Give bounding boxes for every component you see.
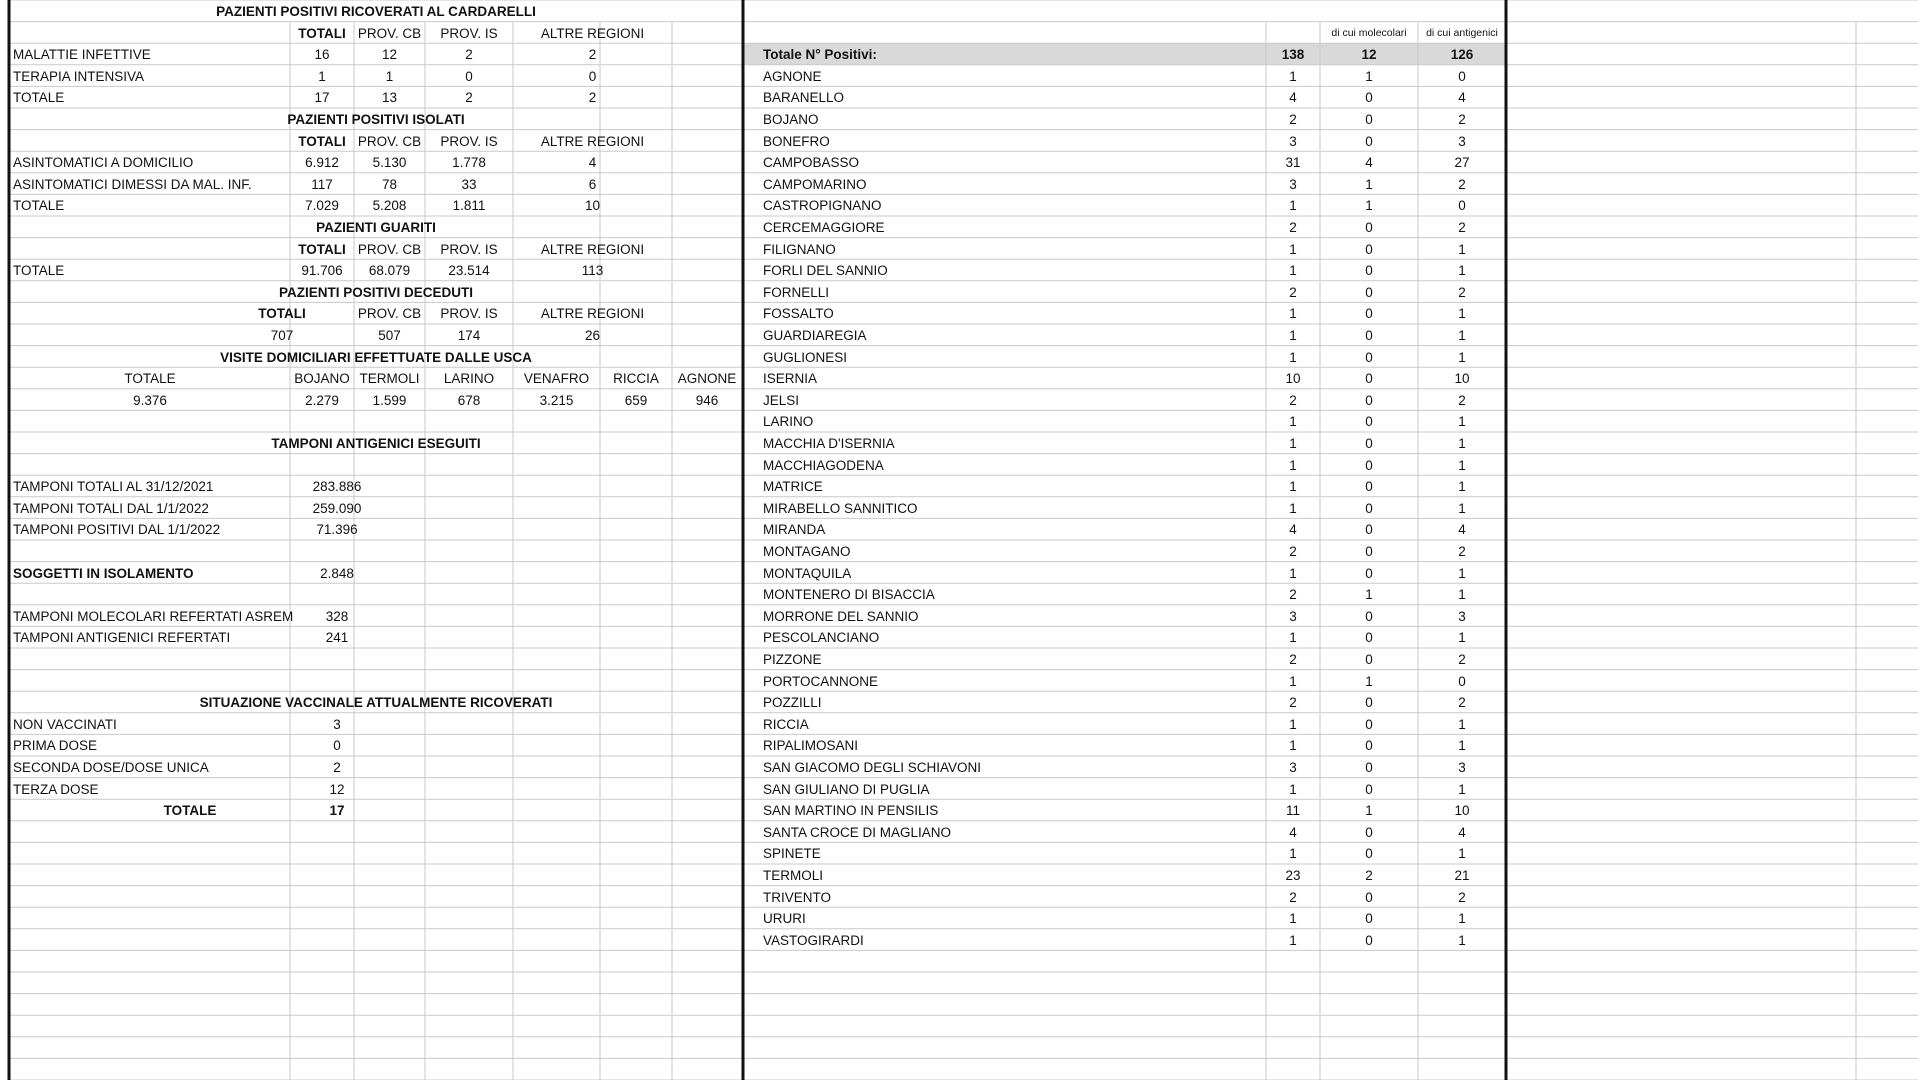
comune-name: TRIVENTO bbox=[763, 889, 832, 905]
comune-antigenici: 2 bbox=[1458, 112, 1466, 127]
comune-molecolari: 0 bbox=[1365, 500, 1373, 516]
comune-molecolari: 0 bbox=[1365, 90, 1373, 106]
comune-antigenici: 0 bbox=[1458, 673, 1466, 689]
usca-header: LARINO bbox=[443, 371, 495, 387]
comune-molecolari: 0 bbox=[1365, 112, 1373, 127]
value-prov-cb: 78 bbox=[381, 176, 398, 192]
comune-antigenici: 1 bbox=[1458, 846, 1466, 862]
value-prov-is: 0 bbox=[465, 68, 473, 84]
vaccinale-total-label: TOTALE bbox=[163, 803, 217, 819]
comune-molecolari: 0 bbox=[1365, 824, 1373, 840]
comune-positivi: 3 bbox=[1289, 176, 1297, 192]
value-prov-is: 33 bbox=[461, 176, 477, 192]
value-prov-is: 174 bbox=[457, 328, 481, 343]
comune-molecolari: 1 bbox=[1365, 198, 1373, 214]
section-title-ricoverati: PAZIENTI POSITIVI RICOVERATI AL CARDARELLI bbox=[216, 4, 536, 19]
comune-name: VASTOGIRARDI bbox=[763, 932, 864, 948]
value-prov-is: 2 bbox=[465, 90, 473, 106]
comune-antigenici: 2 bbox=[1458, 176, 1466, 192]
usca-value: 678 bbox=[457, 392, 481, 408]
comune-name: MACCHIA D'ISERNIA bbox=[763, 436, 895, 451]
comune-positivi: 3 bbox=[1289, 608, 1297, 624]
comune-antigenici: 1 bbox=[1458, 630, 1466, 646]
section-title-deceduti: PAZIENTI POSITIVI DECEDUTI bbox=[278, 284, 474, 300]
comune-name: GUARDIAREGIA bbox=[763, 328, 867, 343]
row-value: 328 bbox=[325, 608, 349, 624]
row-label: ASINTOMATICI DIMESSI DA MAL. INF. bbox=[13, 176, 252, 192]
comune-molecolari: 0 bbox=[1365, 436, 1373, 451]
comune-molecolari: 0 bbox=[1365, 760, 1373, 775]
comune-name: BONEFRO bbox=[763, 133, 830, 149]
section-title-guariti: PAZIENTI GUARITI bbox=[316, 220, 436, 235]
row-label: SECONDA DOSE/DOSE UNICA bbox=[13, 760, 209, 775]
comune-positivi: 3 bbox=[1289, 760, 1297, 775]
comune-positivi: 1 bbox=[1289, 479, 1297, 495]
comune-name: MATRICE bbox=[763, 479, 823, 495]
comune-positivi: 1 bbox=[1289, 500, 1297, 516]
comune-molecolari: 1 bbox=[1365, 803, 1373, 819]
row-value: 12 bbox=[329, 781, 345, 797]
row-value: 241 bbox=[325, 630, 349, 646]
comune-antigenici: 0 bbox=[1458, 68, 1466, 84]
comune-name: SANTA CROCE DI MAGLIANO bbox=[763, 824, 952, 840]
comune-name: MONTAGANO bbox=[763, 544, 851, 559]
comune-molecolari: 0 bbox=[1365, 241, 1373, 257]
total-antigenici: 126 bbox=[1450, 47, 1474, 63]
comune-positivi: 1 bbox=[1289, 716, 1297, 732]
value-prov-is: 23.514 bbox=[448, 263, 490, 279]
comune-name: PIZZONE bbox=[763, 652, 822, 667]
comune-molecolari: 0 bbox=[1365, 220, 1373, 235]
row-label: NON VACCINATI bbox=[13, 716, 117, 732]
comune-molecolari: 0 bbox=[1365, 716, 1373, 732]
comune-name: FILIGNANO bbox=[763, 241, 836, 257]
comune-positivi: 10 bbox=[1285, 371, 1301, 387]
comune-positivi: 2 bbox=[1289, 392, 1297, 408]
comune-name: MIRANDA bbox=[763, 522, 826, 538]
isolamento-value: 2.848 bbox=[320, 565, 354, 581]
header-molecolari: di cui molecolari bbox=[1331, 26, 1407, 39]
comune-molecolari: 0 bbox=[1365, 133, 1373, 149]
usca-value: 1.599 bbox=[372, 392, 407, 408]
value-altre-regioni: 6 bbox=[588, 176, 597, 192]
value-totali: 117 bbox=[311, 176, 333, 192]
total-positivi: 138 bbox=[1281, 47, 1305, 63]
value-altre-regioni: 113 bbox=[581, 263, 604, 279]
comune-positivi: 3 bbox=[1289, 133, 1297, 149]
comune-name: SAN GIACOMO DEGLI SCHIAVONI bbox=[763, 760, 982, 775]
comune-antigenici: 1 bbox=[1458, 738, 1466, 754]
col-header-prov-cb: PROV. CB bbox=[357, 133, 422, 149]
comune-positivi: 1 bbox=[1289, 565, 1297, 581]
total-positivi-label: Totale N° Positivi: bbox=[763, 47, 877, 63]
value-totali: 17 bbox=[314, 90, 330, 106]
comune-antigenici: 1 bbox=[1458, 414, 1466, 430]
row-label: TAMPONI MOLECOLARI REFERTATI ASREM bbox=[13, 608, 294, 624]
comune-antigenici: 4 bbox=[1458, 522, 1466, 538]
comune-positivi: 1 bbox=[1289, 349, 1297, 365]
comune-antigenici: 1 bbox=[1458, 479, 1466, 495]
comune-positivi: 4 bbox=[1289, 90, 1297, 106]
comune-molecolari: 0 bbox=[1365, 781, 1373, 797]
comune-name: SAN MARTINO IN PENSILIS bbox=[763, 803, 939, 819]
value-prov-cb: 68.079 bbox=[368, 263, 411, 279]
comune-molecolari: 1 bbox=[1365, 68, 1373, 84]
comune-positivi: 1 bbox=[1289, 846, 1297, 862]
comune-antigenici: 3 bbox=[1458, 760, 1466, 775]
comune-molecolari: 0 bbox=[1365, 544, 1373, 559]
comune-positivi: 1 bbox=[1289, 328, 1297, 343]
comune-molecolari: 4 bbox=[1365, 155, 1373, 171]
comune-molecolari: 0 bbox=[1365, 695, 1373, 711]
comune-name: MIRABELLO SANNITICO bbox=[763, 500, 918, 516]
row-label: TOTALE bbox=[13, 198, 65, 214]
value-prov-cb: 507 bbox=[378, 328, 401, 343]
row-value: 3 bbox=[333, 716, 341, 732]
comune-name: JELSI bbox=[763, 392, 800, 408]
comune-antigenici: 1 bbox=[1458, 241, 1466, 257]
col-header-prov-is: PROV. IS bbox=[440, 25, 498, 41]
usca-value: 659 bbox=[624, 392, 648, 408]
comune-name: BARANELLO bbox=[763, 90, 845, 106]
comune-molecolari: 0 bbox=[1365, 889, 1373, 905]
comune-positivi: 31 bbox=[1285, 155, 1301, 171]
comune-positivi: 2 bbox=[1289, 889, 1297, 905]
comune-name: GUGLIONESI bbox=[763, 349, 848, 365]
comune-positivi: 2 bbox=[1289, 220, 1297, 235]
comune-antigenici: 2 bbox=[1458, 695, 1466, 711]
comune-name: MORRONE DEL SANNIO bbox=[763, 608, 919, 624]
row-label: TAMPONI POSITIVI DAL 1/1/2022 bbox=[13, 522, 221, 538]
comune-molecolari: 0 bbox=[1365, 522, 1373, 538]
value-altre-regioni: 4 bbox=[588, 155, 597, 171]
col-header-totali: TOTALI bbox=[298, 25, 346, 41]
col-header-totali: TOTALI bbox=[298, 133, 346, 149]
comune-positivi: 1 bbox=[1289, 738, 1297, 754]
comune-molecolari: 0 bbox=[1365, 738, 1373, 754]
comune-name: URURI bbox=[763, 911, 806, 927]
comune-molecolari: 0 bbox=[1365, 457, 1373, 473]
comune-antigenici: 1 bbox=[1458, 500, 1466, 516]
comune-antigenici: 1 bbox=[1458, 306, 1466, 322]
comune-molecolari: 0 bbox=[1365, 911, 1373, 927]
comune-molecolari: 0 bbox=[1365, 608, 1373, 624]
col-header-totali: TOTALI bbox=[258, 306, 306, 322]
comune-molecolari: 0 bbox=[1365, 328, 1373, 343]
col-header-prov-is: PROV. IS bbox=[440, 133, 498, 149]
comune-antigenici: 2 bbox=[1458, 889, 1466, 905]
comune-positivi: 2 bbox=[1289, 652, 1297, 667]
comune-positivi: 2 bbox=[1289, 695, 1297, 711]
comune-antigenici: 2 bbox=[1458, 392, 1466, 408]
comune-positivi: 1 bbox=[1289, 673, 1297, 689]
comune-positivi: 1 bbox=[1289, 306, 1297, 322]
comune-name: TERMOLI bbox=[763, 868, 824, 883]
col-header-prov-cb: PROV. CB bbox=[357, 25, 422, 41]
comune-name: AGNONE bbox=[763, 68, 822, 84]
value-prov-cb: 1 bbox=[385, 68, 394, 84]
section-title-vaccinale: SITUAZIONE VACCINALE ATTUALMENTE RICOVERATI bbox=[199, 695, 553, 711]
comune-molecolari: 0 bbox=[1365, 284, 1373, 300]
comune-name: RICCIA bbox=[763, 716, 809, 732]
comune-antigenici: 1 bbox=[1458, 716, 1466, 732]
comune-antigenici: 21 bbox=[1454, 868, 1470, 883]
comune-positivi: 4 bbox=[1289, 824, 1297, 840]
value-prov-cb: 5.208 bbox=[372, 198, 407, 214]
usca-value: 3.215 bbox=[539, 392, 574, 408]
usca-header: AGNONE bbox=[677, 371, 737, 387]
usca-value: 9.376 bbox=[133, 392, 167, 408]
value-prov-cb: 13 bbox=[381, 90, 398, 106]
comune-name: CERCEMAGGIORE bbox=[763, 220, 885, 235]
usca-header: TERMOLI bbox=[359, 371, 420, 387]
comune-positivi: 4 bbox=[1289, 522, 1297, 538]
comune-molecolari: 0 bbox=[1365, 263, 1373, 279]
comune-molecolari: 0 bbox=[1365, 630, 1373, 646]
value-altre-regioni: 2 bbox=[588, 47, 597, 63]
value-altre-regioni: 2 bbox=[588, 90, 597, 106]
comune-name: ISERNIA bbox=[763, 371, 818, 387]
comune-antigenici: 2 bbox=[1458, 220, 1466, 235]
comune-positivi: 1 bbox=[1289, 911, 1297, 927]
isolamento-label: SOGGETTI IN ISOLAMENTO bbox=[13, 565, 194, 581]
comune-positivi: 1 bbox=[1289, 932, 1297, 948]
value-prov-is: 1.811 bbox=[452, 198, 486, 214]
col-header-prov-is: PROV. IS bbox=[440, 306, 498, 322]
comune-antigenici: 1 bbox=[1458, 457, 1466, 473]
comune-positivi: 1 bbox=[1289, 263, 1297, 279]
usca-header: BOJANO bbox=[294, 371, 350, 387]
comune-name: LARINO bbox=[763, 414, 814, 430]
value-altre-regioni: 10 bbox=[584, 198, 601, 214]
row-label: TAMPONI ANTIGENICI REFERTATI bbox=[13, 630, 231, 646]
comune-antigenici: 10 bbox=[1454, 371, 1470, 387]
row-label: MALATTIE INFETTIVE bbox=[13, 47, 151, 63]
value-altre-regioni: 0 bbox=[588, 68, 597, 84]
value-prov-is: 2 bbox=[465, 47, 473, 63]
col-header-totali: TOTALI bbox=[298, 241, 346, 257]
comune-antigenici: 27 bbox=[1454, 155, 1470, 171]
comune-name: CAMPOMARINO bbox=[763, 176, 867, 192]
col-header-prov-cb: PROV. CB bbox=[357, 241, 422, 257]
comune-antigenici: 3 bbox=[1458, 133, 1466, 149]
value-totali: 7.029 bbox=[305, 198, 339, 214]
comune-positivi: 2 bbox=[1289, 587, 1297, 603]
comune-molecolari: 2 bbox=[1365, 868, 1373, 883]
comune-molecolari: 0 bbox=[1365, 306, 1373, 322]
comune-molecolari: 1 bbox=[1365, 673, 1373, 689]
value-totali: 6.912 bbox=[305, 155, 339, 171]
comune-antigenici: 0 bbox=[1458, 198, 1466, 214]
comune-name: CASTROPIGNANO bbox=[763, 198, 882, 214]
comune-antigenici: 4 bbox=[1458, 90, 1466, 106]
comune-positivi: 11 bbox=[1285, 803, 1300, 819]
comune-name: FORLI DEL SANNIO bbox=[763, 263, 888, 279]
comune-name: POZZILLI bbox=[763, 695, 822, 711]
comune-antigenici: 1 bbox=[1458, 932, 1466, 948]
comune-name: PESCOLANCIANO bbox=[763, 630, 880, 646]
comune-positivi: 1 bbox=[1289, 630, 1297, 646]
usca-header: VENAFRO bbox=[523, 371, 590, 387]
comune-antigenici: 1 bbox=[1458, 328, 1466, 343]
comune-positivi: 1 bbox=[1289, 457, 1297, 473]
comune-molecolari: 0 bbox=[1365, 652, 1373, 667]
row-value: 259.090 bbox=[312, 500, 362, 516]
usca-header: RICCIA bbox=[613, 371, 659, 387]
row-label: TOTALE bbox=[13, 90, 65, 106]
col-header-prov-cb: PROV. CB bbox=[357, 306, 422, 322]
comune-positivi: 1 bbox=[1289, 68, 1297, 84]
comune-molecolari: 0 bbox=[1365, 932, 1373, 948]
comune-positivi: 2 bbox=[1289, 112, 1297, 127]
value-totali: 1 bbox=[318, 68, 326, 84]
comune-positivi: 2 bbox=[1289, 544, 1297, 559]
comune-molecolari: 0 bbox=[1365, 371, 1373, 387]
comune-positivi: 2 bbox=[1289, 284, 1297, 300]
comune-name: CAMPOBASSO bbox=[763, 155, 860, 171]
comune-antigenici: 1 bbox=[1458, 565, 1466, 581]
section-title-tamponi: TAMPONI ANTIGENICI ESEGUITI bbox=[271, 436, 481, 451]
comune-antigenici: 10 bbox=[1454, 803, 1470, 819]
comune-antigenici: 1 bbox=[1458, 587, 1466, 603]
comune-antigenici: 3 bbox=[1458, 608, 1466, 624]
comune-antigenici: 2 bbox=[1458, 652, 1466, 667]
value-altre-regioni: 26 bbox=[584, 328, 601, 343]
comune-positivi: 1 bbox=[1289, 414, 1297, 430]
comune-name: SAN GIULIANO DI PUGLIA bbox=[763, 781, 930, 797]
comune-name: SPINETE bbox=[763, 846, 821, 862]
value-prov-cb: 12 bbox=[381, 47, 398, 63]
usca-value: 2.279 bbox=[305, 392, 339, 408]
row-label: TAMPONI TOTALI DAL 1/1/2022 bbox=[13, 500, 209, 516]
value-prov-cb: 5.130 bbox=[372, 155, 407, 171]
comune-name: MACCHIAGODENA bbox=[763, 457, 884, 473]
comune-molecolari: 1 bbox=[1365, 587, 1373, 603]
col-header-prov-is: PROV. IS bbox=[440, 241, 498, 257]
value-totali: 16 bbox=[314, 47, 330, 63]
comune-name: MONTAQUILA bbox=[763, 565, 852, 581]
row-label: PRIMA DOSE bbox=[13, 738, 98, 754]
usca-value: 946 bbox=[695, 392, 719, 408]
row-value: 0 bbox=[333, 738, 341, 754]
comune-antigenici: 1 bbox=[1458, 349, 1466, 365]
comune-antigenici: 1 bbox=[1458, 263, 1466, 279]
comune-name: RIPALIMOSANI bbox=[763, 738, 859, 754]
row-value: 71.396 bbox=[316, 522, 358, 538]
row-label: TAMPONI TOTALI AL 31/12/2021 bbox=[13, 479, 214, 495]
comune-antigenici: 1 bbox=[1458, 781, 1466, 797]
comune-positivi: 1 bbox=[1289, 436, 1297, 451]
comune-positivi: 1 bbox=[1289, 198, 1297, 214]
col-header-altre-regioni: ALTRE REGIONI bbox=[540, 241, 645, 257]
comune-antigenici: 1 bbox=[1458, 911, 1466, 927]
row-label: TERZA DOSE bbox=[13, 781, 99, 797]
vaccinale-total-value: 17 bbox=[329, 803, 345, 819]
comune-antigenici: 2 bbox=[1458, 284, 1466, 300]
col-header-altre-regioni: ALTRE REGIONI bbox=[540, 133, 645, 149]
comune-antigenici: 4 bbox=[1458, 824, 1466, 840]
section-title-isolati: PAZIENTI POSITIVI ISOLATI bbox=[287, 112, 465, 127]
comune-positivi: 1 bbox=[1289, 781, 1297, 797]
row-label: ASINTOMATICI A DOMICILIO bbox=[13, 155, 194, 171]
comune-antigenici: 1 bbox=[1458, 436, 1466, 451]
value-prov-is: 1.778 bbox=[452, 155, 486, 171]
comune-molecolari: 1 bbox=[1365, 176, 1373, 192]
comune-antigenici: 2 bbox=[1458, 544, 1466, 559]
header-antigenici: di cui antigenici bbox=[1426, 26, 1498, 39]
value-totali: 91.706 bbox=[301, 263, 343, 279]
comune-name: BOJANO bbox=[763, 112, 819, 127]
comune-molecolari: 0 bbox=[1365, 392, 1373, 408]
comune-positivi: 23 bbox=[1285, 868, 1301, 883]
comune-molecolari: 0 bbox=[1365, 565, 1373, 581]
comune-molecolari: 0 bbox=[1365, 846, 1373, 862]
comune-molecolari: 0 bbox=[1365, 479, 1373, 495]
row-label: TOTALE bbox=[13, 263, 65, 279]
comune-positivi: 1 bbox=[1289, 241, 1297, 257]
section-title-usca: VISITE DOMICILIARI EFFETTUATE DALLE USCA bbox=[220, 349, 532, 365]
comune-molecolari: 0 bbox=[1365, 349, 1373, 365]
comune-molecolari: 0 bbox=[1365, 414, 1373, 430]
usca-header: TOTALE bbox=[124, 371, 176, 387]
row-value: 2 bbox=[333, 760, 341, 775]
total-molecolari: 12 bbox=[1361, 47, 1377, 63]
value-totali: 707 bbox=[270, 328, 294, 343]
col-header-altre-regioni: ALTRE REGIONI bbox=[540, 306, 645, 322]
col-header-altre-regioni: ALTRE REGIONI bbox=[540, 25, 645, 41]
comune-name: FOSSALTO bbox=[763, 306, 834, 322]
comune-name: MONTENERO DI BISACCIA bbox=[763, 587, 935, 603]
row-label: TERAPIA INTENSIVA bbox=[13, 68, 145, 84]
row-value: 283.886 bbox=[312, 479, 362, 495]
comune-name: PORTOCANNONE bbox=[763, 673, 879, 689]
comune-name: FORNELLI bbox=[763, 284, 830, 300]
